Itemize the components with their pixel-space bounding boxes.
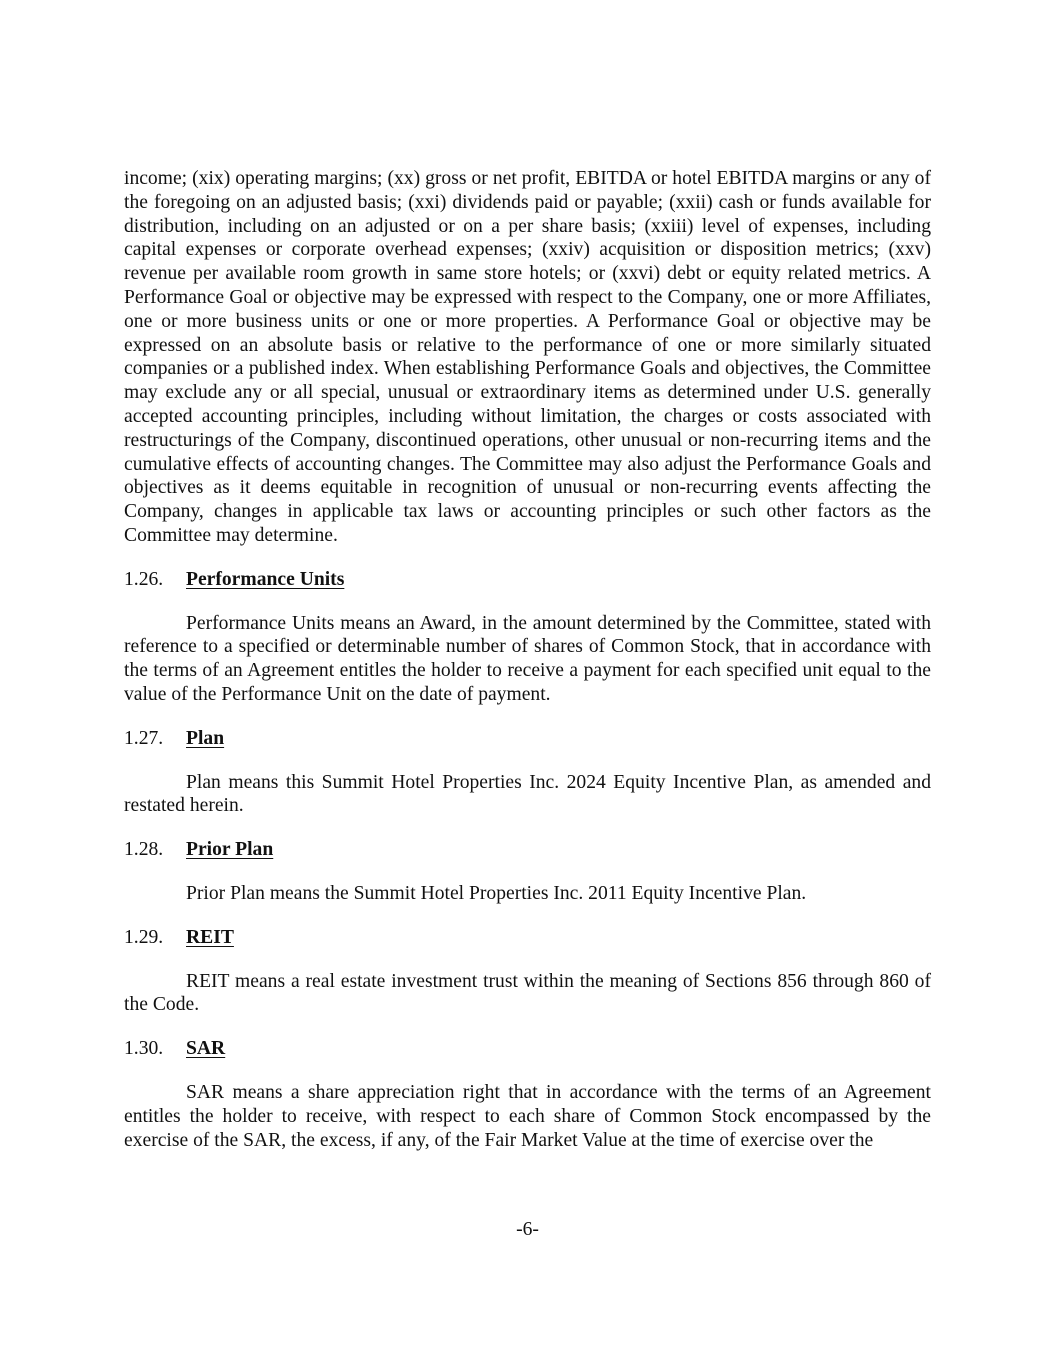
section-heading-1-27 bbox=[124, 727, 931, 751]
section-heading-1-28 bbox=[124, 838, 931, 862]
section-title: Prior Plan bbox=[186, 839, 274, 861]
section-title: REIT bbox=[186, 926, 234, 948]
section-number: 1.30. bbox=[124, 1038, 164, 1060]
continued-paragraph: income; (xix) operating margins; (xx) gross or net profit, EBITDA or hotel EBITDA margins or any of the foregoing on an adjusted basis; (xxi) dividends paid or payable; (xxii) cash or funds available for distribution, including on an adjusted or on a per share basis; (xxiii) level of expenses, including capital expenses or corporate overhead expenses; (xxiv) acquisition or disposition metrics; (xxv) revenue per available room growth in same store hotels; or (xxvi) debt or equity related metrics. A Performance Goal or objective may be expressed with respect to the Company, one or more Affiliates, one or more business units or one or more properties. A Performance Goal or objective may be expressed on an absolute basis or relative to the performance of one or more similarly situated companies or a published index. When establishing Performance Goals and objectives, the Committee may exclude any or all special, unusual or extraordinary items as determined under U.S. generally accepted accounting principles, including without limitation, the charges or costs associated with restructurings of the Company, discontinued operations, other unusual or non-recurring items and the cumulative effects of accounting changes. The Committee may also adjust the Performance Goals and objectives as it deems equitable in recognition of unusual or non-recurring events affecting the Company, changes in applicable tax laws or accounting principles or such other factors as the Committee may determine. bbox=[124, 168, 931, 546]
section-body: REIT means a real estate investment trust within the meaning of Sections 856 through 860 of the Code. bbox=[124, 970, 931, 1016]
section-heading-1-26 bbox=[124, 568, 931, 592]
document-page bbox=[124, 167, 931, 1152]
section-number: 1.28. bbox=[124, 839, 164, 861]
section-heading-1-30 bbox=[124, 1037, 931, 1061]
section-title: Performance Units bbox=[186, 568, 345, 590]
section-number: 1.26. bbox=[124, 568, 164, 590]
section-heading-1-29 bbox=[124, 926, 931, 950]
section-body: Prior Plan means the Summit Hotel Properties Inc. 2011 Equity Incentive Plan. bbox=[186, 882, 807, 904]
page-number: -6- bbox=[516, 1219, 539, 1240]
section-number: 1.29. bbox=[124, 926, 164, 948]
section-number: 1.27. bbox=[124, 727, 164, 749]
section-body: Plan means this Summit Hotel Properties Inc. 2024 Equity Incentive Plan, as amended and restated herein. bbox=[124, 771, 931, 817]
section-title: Plan bbox=[186, 727, 225, 749]
section-body: SAR means a share appreciation right that in accordance with the terms of an Agreement entitles the holder to receive, with respect to each share of Common Stock encompassed by the exercise of the SAR, the excess, if any, of the Fair Market Value at the time of exercise over the bbox=[124, 1081, 931, 1151]
section-body: Performance Units means an Award, in the amount determined by the Committee, stated with reference to a specified or determinable number of shares of Common Stock, that in accordance with the terms of an Agreement entitles the holder to receive a payment for each specified unit equal to the value of the Performance Unit on the date of payment. bbox=[124, 612, 931, 705]
section-title: SAR bbox=[186, 1038, 226, 1060]
